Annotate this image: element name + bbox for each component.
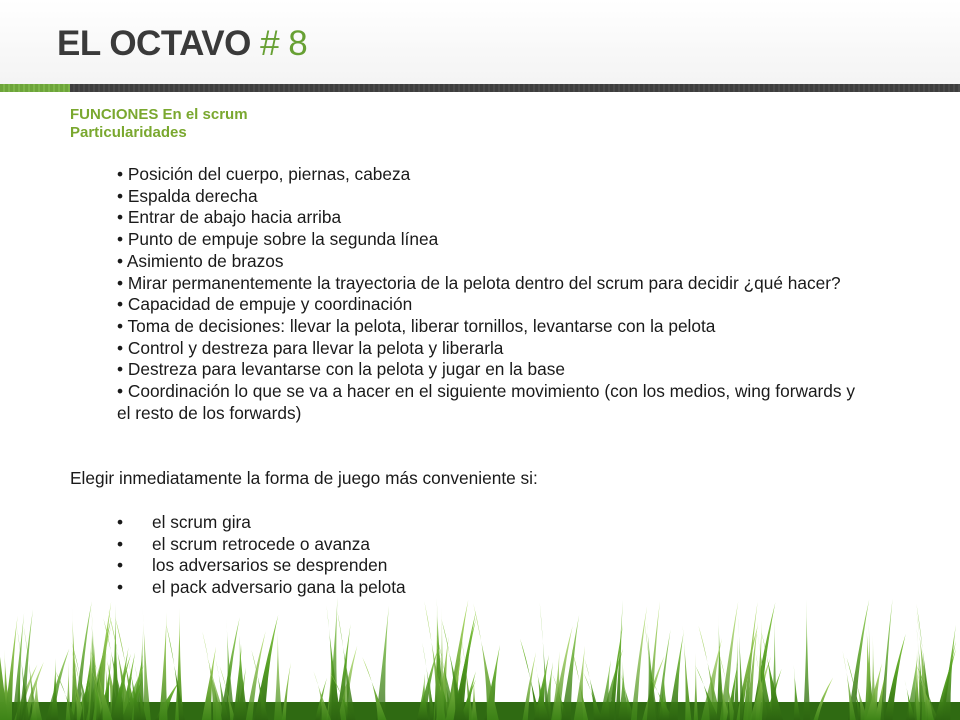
list-item-text: el scrum gira: [152, 512, 251, 532]
list-item: • Espalda derecha: [117, 185, 258, 206]
list-item: [117, 555, 717, 577]
list-item: • Entrar de abajo hacia arriba: [117, 207, 342, 228]
title-divider-accent: [0, 84, 70, 92]
list-item: • Coordinación lo que se va a hacer en el siguiente movimiento (con los medios, wing forwards y el resto de los forwards): [117, 381, 855, 423]
grass-decoration: [0, 590, 960, 720]
list-item: • Mirar permanentemente la trayectoria de la pelota dentro del scrum para decidir ¿qué hacer?: [117, 272, 841, 293]
particularidades-list: [117, 164, 857, 424]
bullet: •: [117, 577, 124, 598]
list-item: • Capacidad de empuje y coordinación: [117, 294, 413, 315]
list-item: • Destreza para levantarse con la pelota y jugar en la base: [117, 359, 565, 380]
list-item: • Control y destreza para llevar la pelota y liberarla: [117, 337, 504, 358]
list-item-text: el pack adversario gana la pelota: [152, 577, 406, 598]
grass-blade: [803, 599, 810, 720]
situations-list: [117, 512, 717, 599]
bullet: •: [117, 555, 124, 576]
list-item: • Asimiento de brazos: [117, 250, 284, 271]
bullet: •: [117, 533, 124, 554]
grass-blade: [694, 653, 698, 720]
grass-blade: [274, 627, 282, 720]
list-item-text: el scrum retrocede o avanza: [152, 533, 371, 554]
bullet: •: [117, 512, 124, 532]
subheading-line-2: Particularidades: [70, 124, 187, 141]
slide-title-number: # 8: [260, 24, 308, 63]
elegir-paragraph: Elegir inmediatamente la forma de juego más conveniente si:: [70, 468, 538, 488]
list-item: [117, 534, 717, 556]
subheading-line-1: FUNCIONES En el scrum: [70, 106, 248, 123]
grass-blade: [471, 676, 477, 720]
list-item: [117, 512, 717, 534]
subheading: [70, 106, 248, 142]
list-item-text: los adversarios se desprenden: [152, 555, 388, 576]
slide-title: [57, 24, 307, 64]
list-item: • Posición del cuerpo, piernas, cabeza: [117, 164, 411, 184]
list-item: • Toma de decisiones: llevar la pelota, liberar tornillos, levantarse con la pelota: [117, 315, 716, 336]
list-item: • Punto de empuje sobre la segunda línea: [117, 229, 439, 250]
title-divider: [70, 84, 960, 92]
grass-blades: [0, 597, 956, 720]
slide-title-main: EL OCTAVO: [57, 24, 251, 63]
